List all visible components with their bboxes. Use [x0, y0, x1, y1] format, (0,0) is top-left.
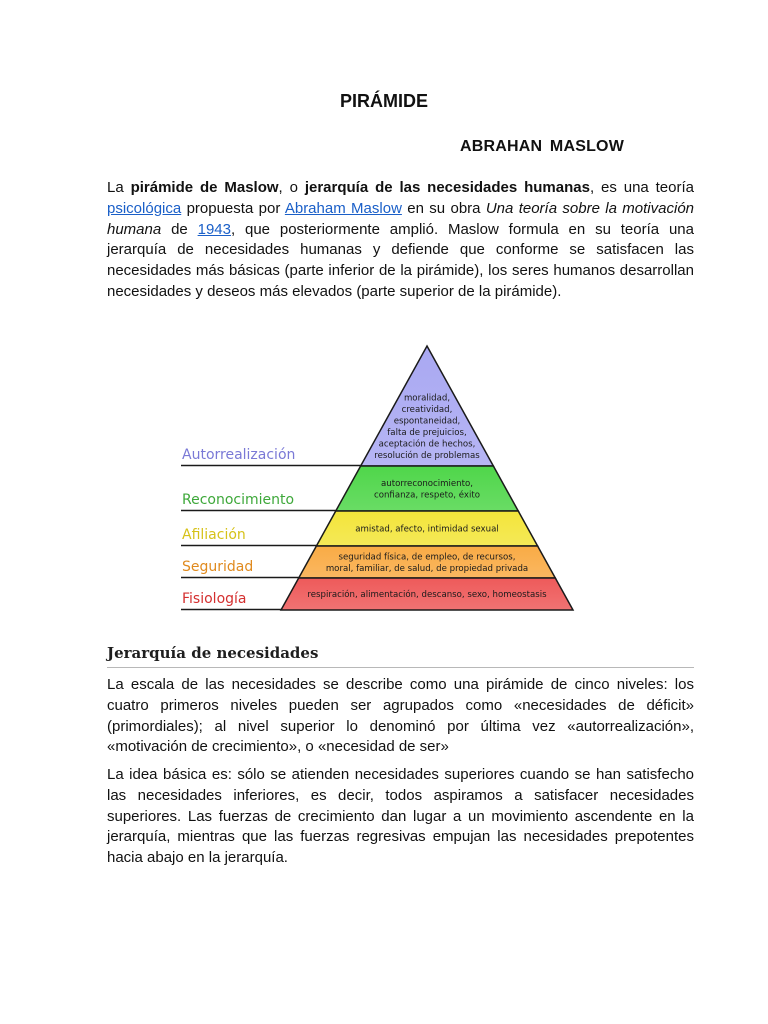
link-year-1943[interactable]: 1943: [197, 220, 231, 238]
bold-term-maslow-pyramid: pirámide de Maslow: [130, 179, 279, 196]
pyramid-level-detail: aceptación de hechos,: [378, 439, 476, 450]
pyramid-level-detail: resolución de problemas: [374, 450, 480, 461]
pyramid-level-detail: respiración, alimentación, descanso, sexo, homeostasis: [307, 590, 547, 600]
pyramid-level-label: Fisiología: [182, 591, 247, 607]
intro-text: , o: [278, 179, 305, 196]
link-abraham-maslow[interactable]: Abraham Maslow: [284, 199, 402, 217]
link-psicologica[interactable]: psicológica: [107, 199, 182, 217]
pyramid-level-detail: espontaneidad,: [393, 416, 461, 427]
pyramid-level-detail: amistad, afecto, intimidad sexual: [355, 524, 499, 535]
book-title: Una teoría sobre la motivación humana: [107, 199, 694, 238]
pyramid-level-detail: creatividad,: [401, 404, 453, 415]
paragraph-idea: La idea básica es: sólo se atienden necesidades superiores cuando se han satisfecho las necesidades inferiores, es decir, todos aspiramos a satisfacer necesidades superiores. Las fuerzas de crecimiento dan lugar a un movimiento ascendente en la jerarquía, mientras que las fuerzas regresivas empujan las necesidades prepotentes hacia abajo en la jerarquía.: [107, 766, 694, 867]
pyramid-level-detail: confianza, respeto, éxito: [374, 490, 480, 501]
pyramid-level-detail: autorreconocimiento,: [380, 478, 474, 489]
intro-text: propuesta por: [181, 199, 285, 217]
pyramid-level-label: Autorrealización: [182, 447, 296, 463]
section-divider: [107, 667, 694, 668]
pyramid-level-detail: moral, familiar, de salud, de propiedad privada: [325, 563, 529, 574]
page-title: PIRÁMIDE: [339, 91, 428, 111]
intro-text: en su obra: [401, 199, 486, 217]
paragraph-scale: La escala de las necesidades se describe como una pirámide de cinco niveles: los cuatro primeros niveles pueden ser agrupados como «necesidades de déficit» (primordiales); al nivel superior lo denominó por última vez «autorrealización», «motivación de crecimiento», o «necesidad de ser»: [107, 676, 694, 756]
intro-text: de: [161, 220, 198, 238]
pyramid-level-detail: falta de prejuicios,: [387, 427, 467, 438]
pyramid-level-detail: seguridad física, de empleo, de recursos,: [338, 552, 516, 563]
bold-term-hierarchy: jerarquía de las necesidades humanas: [304, 179, 590, 196]
author-subtitle: ABRAHAN MASLOW: [460, 138, 625, 155]
pyramid-level-label: Seguridad: [182, 559, 254, 575]
pyramid-level-label: Reconocimiento: [182, 492, 295, 508]
pyramid-level-label: Afiliación: [182, 527, 246, 543]
intro-text: , que posteriormente amplió. Maslow formula en su teoría una jerarquía de necesidades humanas y defiende que conforme se satisfacen las necesidades más básicas (parte inferior de la pirámide), los seres humanos desarrollan necesidades y deseos más elevados (parte superior de la pirámide).: [107, 220, 694, 300]
section-heading-jerarquia: Jerarquía de necesidades: [107, 644, 319, 662]
intro-text: La: [107, 179, 131, 196]
pyramid-level-detail: moralidad,: [403, 393, 451, 404]
intro-text: , es una teoría: [589, 179, 694, 196]
